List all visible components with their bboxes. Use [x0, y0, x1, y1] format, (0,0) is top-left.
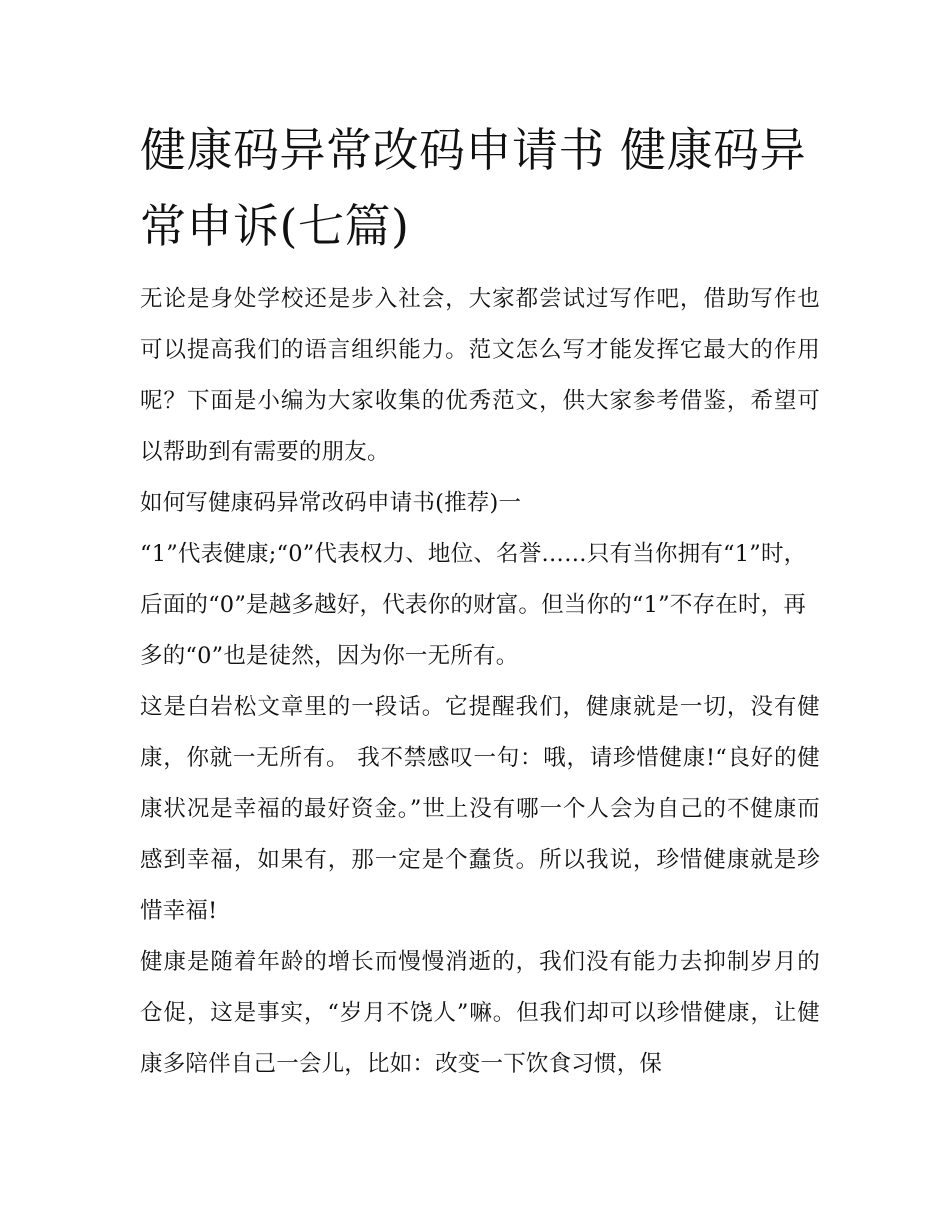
document-title: 健康码异常改码申请书 健康码异常申诉(七篇)	[140, 123, 807, 253]
document-body	[140, 112, 820, 1090]
body-paragraph: 健康是随着年龄的增长而慢慢消逝的，我们没有能力去抑制岁月的仓促，这是事实，“岁月不饶人”嘛。但我们却可以珍惜健康，让健康多陪伴自己一会儿，比如：改变一下饮食习惯，保	[140, 949, 820, 1077]
quote-paragraph: “1”代表健康;“0”代表权力、地位、名誉……只有当你拥有“1”时，后面的“0”是越多越好，代表你的财富。但当你的“1”不存在时，再多的“0”也是徒然，因为你一无所有。	[140, 541, 807, 669]
section-heading: 如何写健康码异常改码申请书(推荐)一	[140, 490, 522, 516]
intro-paragraph: 无论是身处学校还是步入社会，大家都尝试过写作吧，借助写作也可以提高我们的语言组织能力。范文怎么写才能发挥它最大的作用呢？下面是小编为大家收集的优秀范文，供大家参考借鉴，希望可以帮助到有需要的朋友。	[140, 286, 820, 465]
body-paragraph: 这是白岩松文章里的一段话。它提醒我们，健康就是一切，没有健康，你就一无所有。 我不禁感叹一句：哦，请珍惜健康!“良好的健康状况是幸福的最好资金。”世上没有哪一个人会为自己的不健康而感到幸福，如果有，那一定是个蠢货。所以我说，珍惜健康就是珍惜幸福!	[140, 694, 820, 924]
